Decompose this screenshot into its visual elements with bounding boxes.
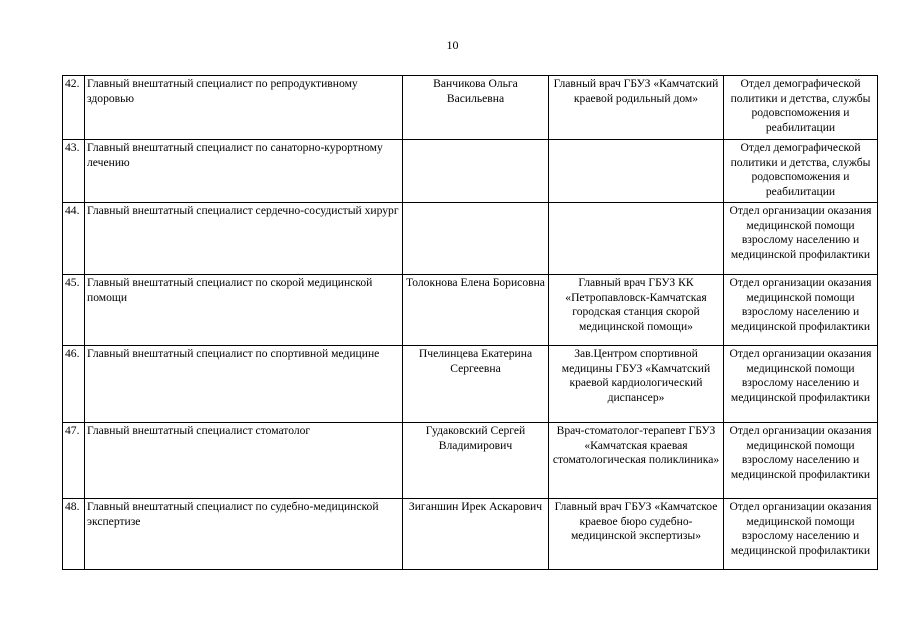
table-row: [63, 499, 878, 570]
row-number: 43.: [63, 140, 85, 203]
specialist-position: Главный врач ГБУЗ КК «Петропавловск-Камчатская городская станция скорой медицинской помощи»: [549, 275, 724, 346]
specialist-title: Главный внештатный специалист сердечно-сосудистый хирург: [85, 203, 403, 275]
responsible-department: Отдел демографической политики и детства, службы родовспоможения и реабилитации: [724, 76, 878, 140]
responsible-department: Отдел организации оказания медицинской помощи взрослому населению и медицинской профилактики: [724, 346, 878, 423]
row-number: 44.: [63, 203, 85, 275]
specialist-position: Врач-стоматолог-терапевт ГБУЗ «Камчатская краевая стоматологическая поликлиника»: [549, 423, 724, 499]
row-number: 42.: [63, 76, 85, 140]
specialist-position: Главный врач ГБУЗ «Камчатское краевое бюро судебно-медицинской экспертизы»: [549, 499, 724, 570]
specialist-name: Зиганшин Ирек Аскарович: [403, 499, 549, 570]
specialist-title: Главный внештатный специалист по скорой медицинской помощи: [85, 275, 403, 346]
responsible-department: Отдел организации оказания медицинской помощи взрослому населению и медицинской профилактики: [724, 275, 878, 346]
table-row: [63, 140, 878, 203]
specialists-table: [62, 75, 878, 570]
specialist-position: [549, 203, 724, 275]
specialist-title: Главный внештатный специалист по санаторно-курортному лечению: [85, 140, 403, 203]
row-number: 45.: [63, 275, 85, 346]
responsible-department: Отдел организации оказания медицинской помощи взрослому населению и медицинской профилактики: [724, 203, 878, 275]
specialist-title: Главный внештатный специалист по репродуктивному здоровью: [85, 76, 403, 140]
specialist-position: Главный врач ГБУЗ «Камчатский краевой родильный дом»: [549, 76, 724, 140]
specialist-name: [403, 203, 549, 275]
table-row: [63, 203, 878, 275]
responsible-department: Отдел демографической политики и детства, службы родовспоможения и реабилитации: [724, 140, 878, 203]
table-row: [63, 76, 878, 140]
responsible-department: Отдел организации оказания медицинской помощи взрослому населению и медицинской профилактики: [724, 423, 878, 499]
specialist-name: Гудаковский Сергей Владимирович: [403, 423, 549, 499]
specialist-position: [549, 140, 724, 203]
specialist-title: Главный внештатный специалист стоматолог: [85, 423, 403, 499]
table-row: [63, 423, 878, 499]
responsible-department: Отдел организации оказания медицинской помощи взрослому населению и медицинской профилактики: [724, 499, 878, 570]
page-number: 10: [446, 38, 459, 52]
specialist-title: Главный внештатный специалист по судебно-медицинской экспертизе: [85, 499, 403, 570]
specialist-position: Зав.Центром спортивной медицины ГБУЗ «Камчатский краевой кардиологический диспансер»: [549, 346, 724, 423]
specialist-title: Главный внештатный специалист по спортивной медицине: [85, 346, 403, 423]
table-row: [63, 275, 878, 346]
specialist-name: [403, 140, 549, 203]
row-number: 46.: [63, 346, 85, 423]
table-row: [63, 346, 878, 423]
row-number: 47.: [63, 423, 85, 499]
specialist-name: Ванчикова Ольга Васильевна: [403, 76, 549, 140]
specialist-name: Пчелинцева Екатерина Сергеевна: [403, 346, 549, 423]
row-number: 48.: [63, 499, 85, 570]
specialist-name: Толокнова Елена Борисовна: [403, 275, 549, 346]
